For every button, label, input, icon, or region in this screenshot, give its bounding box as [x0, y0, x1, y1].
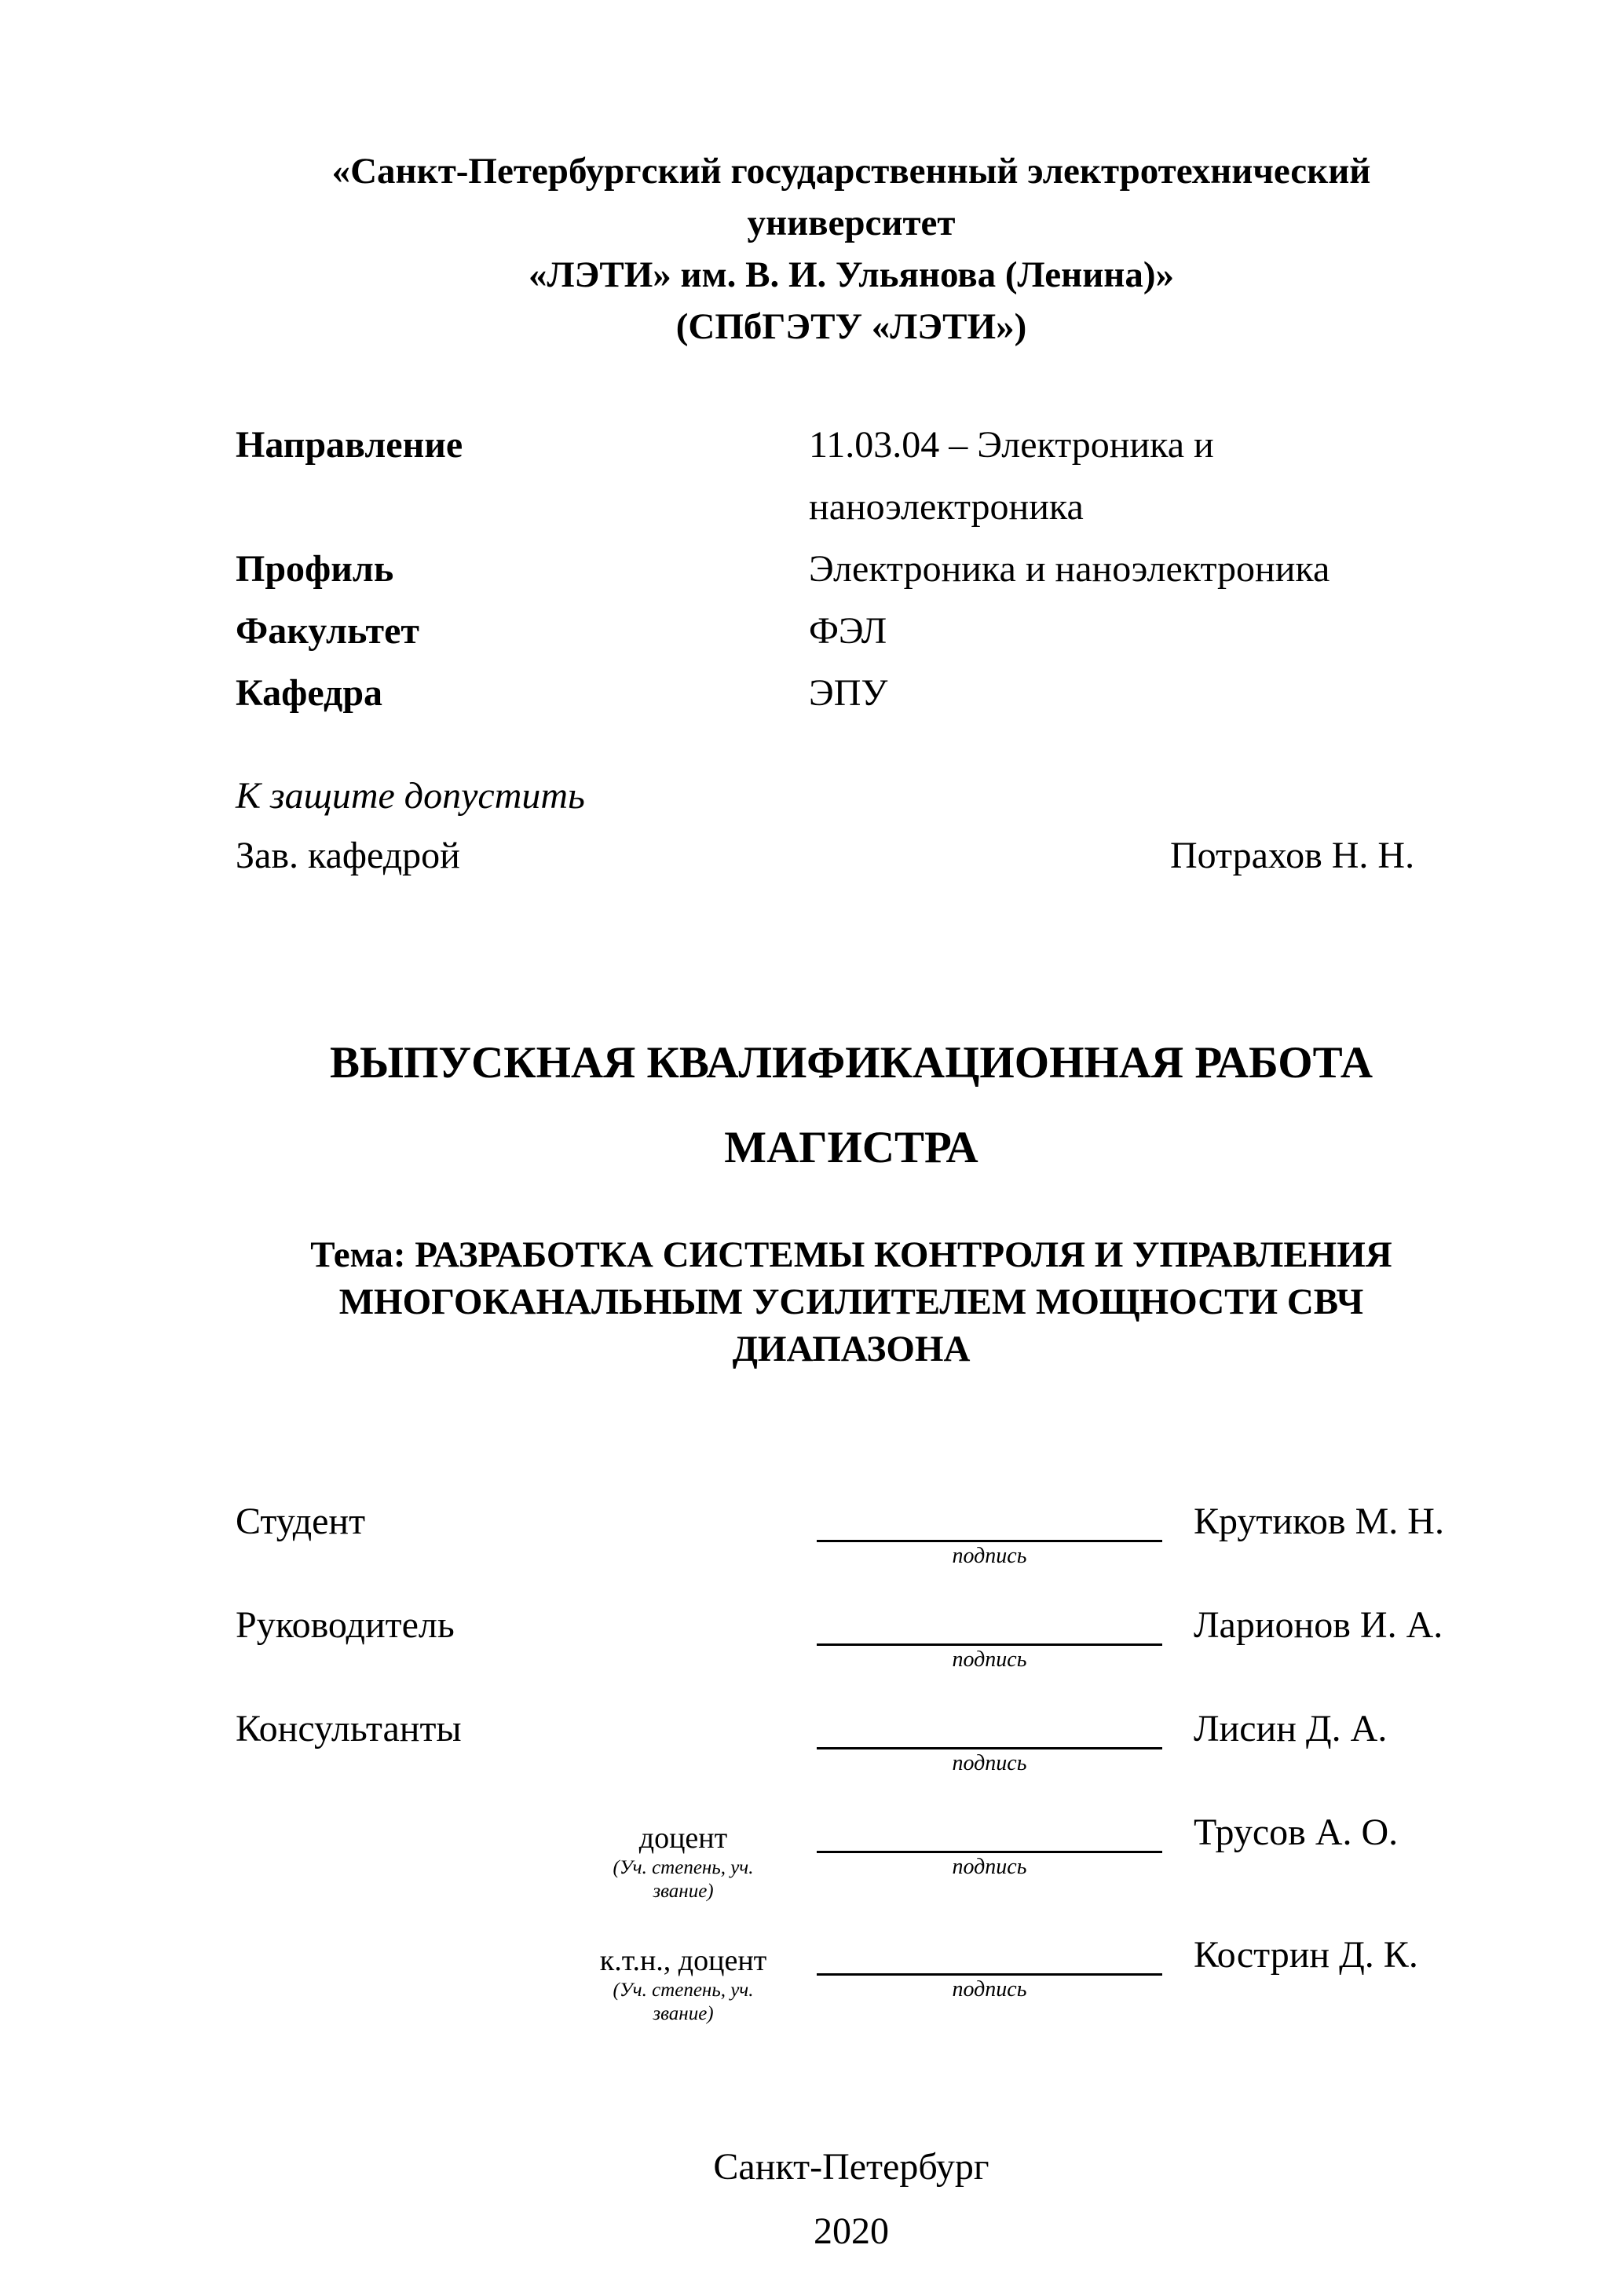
field-label: Направление	[236, 424, 463, 466]
signature-person-name: Трусов А. О.	[1194, 1812, 1399, 1853]
signature-row-supervisor	[236, 1602, 1467, 1677]
field-value: Электроника и наноэлектроника	[809, 548, 1330, 590]
signature-row-student	[236, 1498, 1467, 1574]
signature-role-label: Консультанты	[236, 1708, 462, 1749]
university-abbreviation: (СПбГЭТУ «ЛЭТИ»)	[675, 306, 1027, 347]
signature-role-label	[236, 1809, 581, 1903]
signature-degree-box	[581, 1932, 817, 2026]
signature-degree-box	[581, 1706, 817, 1781]
signature-caption: подпись	[952, 1751, 1027, 1775]
signature-degree-text: доцент	[638, 1822, 728, 1855]
department-head-row	[236, 832, 1467, 879]
signature-line-box	[817, 1932, 1162, 2026]
signature-row-consultant-docent	[236, 1809, 1467, 1903]
footer	[236, 2144, 1467, 2255]
work-theme: Тема: РАЗРАБОТКА СИСТЕМЫ КОНТРОЛЯ И УПРАВЛЕНИЯ МНОГОКАНАЛЬНЫМ УСИЛИТЕЛЕМ МОЩНОСТИ СВЧ ДИАПАЗОНА	[310, 1234, 1392, 1369]
work-title-line2: МАГИСТРА	[724, 1123, 978, 1172]
university-name-line1: «Санкт-Петербургский государственный электротехнический университет	[331, 151, 1371, 243]
signature-degree-caption: (Уч. степень, уч. звание)	[613, 1857, 754, 1902]
university-name-line2: «ЛЭТИ» им. В. И. Ульянова (Ленина)»	[528, 254, 1175, 295]
signature-line	[817, 1706, 1162, 1749]
signature-line	[817, 1602, 1162, 1646]
field-row-department	[236, 662, 1467, 724]
permit-line: К защите допустить	[236, 775, 585, 817]
signature-role-label: Руководитель	[236, 1604, 455, 1646]
signature-row-consultants	[236, 1706, 1467, 1781]
signature-person-name: Лисин Д. А.	[1194, 1708, 1388, 1749]
signature-line	[817, 1809, 1162, 1853]
signature-person-name: Кострин Д. К.	[1194, 1934, 1418, 1976]
field-row-profile	[236, 538, 1467, 600]
signature-person-name: Крутиков М. Н.	[1194, 1501, 1444, 1542]
signature-line-box	[817, 1809, 1162, 1903]
signature-role-label	[236, 1932, 581, 2026]
signature-degree-box	[581, 1809, 817, 1903]
signature-degree-caption: (Уч. степень, уч. звание)	[613, 1980, 754, 2024]
signature-line-box	[817, 1706, 1162, 1781]
signature-degree-text: к.т.н., доцент	[599, 1944, 767, 1977]
field-label: Кафедра	[236, 672, 383, 714]
department-head-name: Потрахов Н. Н.	[1170, 835, 1415, 876]
signature-degree-box	[581, 1602, 817, 1677]
field-row-faculty	[236, 600, 1467, 662]
field-value: 11.03.04 – Электроника и наноэлектроника	[809, 424, 1214, 528]
signature-degree-box	[581, 1498, 817, 1574]
footer-year: 2020	[814, 2210, 889, 2252]
signature-caption: подпись	[952, 1647, 1027, 1672]
field-value: ЭПУ	[809, 672, 888, 714]
university-header	[236, 145, 1467, 353]
signature-line-box	[817, 1498, 1162, 1574]
signature-line	[817, 1932, 1162, 1976]
signature-caption: подпись	[952, 1977, 1027, 2002]
field-row-direction	[236, 414, 1467, 538]
work-title-line1: ВЫПУСКНАЯ КВАЛИФИКАЦИОННАЯ РАБОТА	[329, 1038, 1373, 1088]
signature-caption: подпись	[952, 1855, 1027, 1879]
work-title	[236, 1021, 1467, 1190]
signature-person-name: Ларионов И. А.	[1194, 1604, 1443, 1646]
field-label: Профиль	[236, 548, 394, 590]
department-head-label: Зав. кафедрой	[236, 835, 460, 876]
signature-caption: подпись	[952, 1544, 1027, 1568]
approval-block	[236, 773, 1467, 879]
program-fields	[236, 414, 1467, 724]
signature-line	[817, 1498, 1162, 1542]
field-label: Факультет	[236, 610, 419, 652]
signatures-block	[236, 1498, 1467, 2026]
signature-row-consultant-ktn	[236, 1932, 1467, 2026]
signature-line-box	[817, 1602, 1162, 1677]
signature-role-label: Студент	[236, 1501, 366, 1542]
field-value: ФЭЛ	[809, 610, 887, 652]
footer-city: Санкт-Петербург	[713, 2146, 989, 2188]
